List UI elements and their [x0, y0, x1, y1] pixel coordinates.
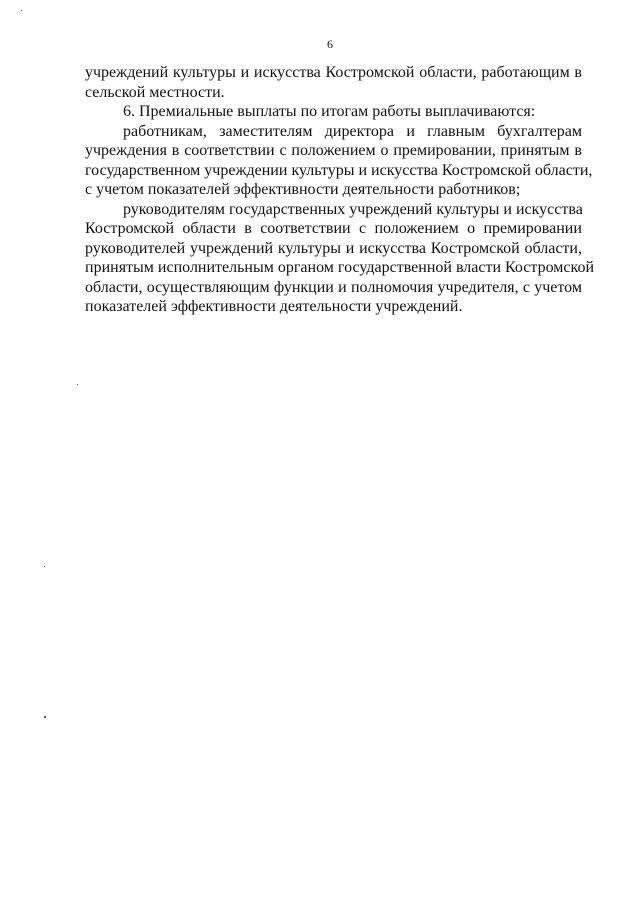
text-line	[85, 258, 595, 278]
document-body	[85, 63, 595, 317]
word: в	[574, 142, 582, 159]
word: области,	[85, 278, 143, 296]
word: соответствии	[184, 142, 275, 159]
word: исполнительным	[157, 259, 274, 276]
word: Костромской	[325, 64, 415, 81]
word: культуры	[172, 64, 236, 81]
word: государственной	[337, 259, 452, 276]
text-line	[85, 200, 582, 220]
word: бухгалтерам	[497, 122, 582, 140]
text-line	[85, 239, 582, 259]
word: соответствии	[260, 220, 351, 237]
word: в	[244, 220, 252, 237]
word: культуры	[277, 239, 341, 257]
word: премировании	[483, 220, 582, 237]
word: осуществляющим	[146, 278, 270, 296]
scan-speck	[44, 716, 46, 718]
text-line	[85, 219, 582, 239]
text-line	[85, 141, 582, 161]
word: и	[358, 161, 368, 179]
word: органом	[277, 259, 334, 276]
word: учреждений	[349, 200, 433, 218]
word: Костромской	[441, 161, 531, 179]
text-line: с учетом показателей эффективности деятельности работников;	[85, 181, 521, 198]
word: культуры	[436, 200, 500, 218]
word: о	[467, 220, 476, 237]
word: Костромской	[85, 220, 175, 237]
scan-speck	[77, 384, 78, 385]
word: с	[358, 220, 367, 237]
word: функции	[273, 278, 334, 296]
word: Костромской	[430, 239, 520, 257]
word: учреждений	[85, 64, 169, 81]
word: учреждения	[85, 142, 167, 159]
word: руководителей	[85, 239, 186, 257]
word: и	[338, 278, 347, 296]
word: искусства	[515, 200, 583, 218]
word: и	[406, 122, 415, 140]
word: принятым	[500, 142, 570, 159]
word: государственном	[85, 161, 201, 179]
word: искусства	[253, 64, 321, 81]
word: премировании,	[393, 142, 496, 159]
word: учредителя,	[437, 278, 519, 296]
word: культуры	[291, 161, 355, 179]
word: о	[380, 142, 389, 159]
word: области	[182, 220, 236, 237]
word: и	[503, 200, 512, 218]
text-line	[85, 122, 582, 142]
word: заместителям	[219, 122, 313, 140]
text-line: 6. Премиальные выплаты по итогам работы выплачиваются:	[123, 103, 536, 120]
word: руководителям	[123, 200, 225, 218]
word: в	[171, 142, 180, 159]
word: и	[240, 64, 250, 81]
word: принятым	[85, 259, 154, 276]
word: области,	[524, 239, 582, 257]
word: и	[345, 239, 355, 257]
word: работающим	[481, 64, 570, 81]
word: с	[522, 278, 530, 296]
word: положением	[374, 220, 459, 237]
word: искусства	[359, 239, 426, 257]
text-line: показателей эффективности деятельности учреждений.	[85, 298, 463, 315]
word: учреждении	[204, 161, 288, 179]
word: области,	[534, 161, 593, 179]
word: Костромской	[505, 259, 595, 276]
page-number: 6	[327, 37, 333, 51]
word: учреждений	[189, 239, 274, 257]
scan-speck	[44, 566, 45, 567]
text-line	[85, 278, 582, 298]
word: положением	[291, 142, 376, 159]
word: в	[574, 64, 582, 81]
word: власти	[455, 259, 502, 276]
text-line: сельской местности.	[85, 83, 225, 101]
text-line	[85, 63, 582, 83]
word: области,	[419, 64, 477, 81]
word: искусства	[371, 161, 438, 179]
word: полномочия	[350, 278, 434, 296]
text-line	[85, 161, 593, 181]
word: работникам,	[123, 122, 207, 140]
word: главным	[427, 122, 485, 140]
word: с	[279, 142, 287, 159]
word: директора	[324, 122, 395, 140]
scan-speck	[21, 10, 22, 11]
word: государственных	[229, 200, 346, 218]
word: учетом	[534, 278, 582, 296]
